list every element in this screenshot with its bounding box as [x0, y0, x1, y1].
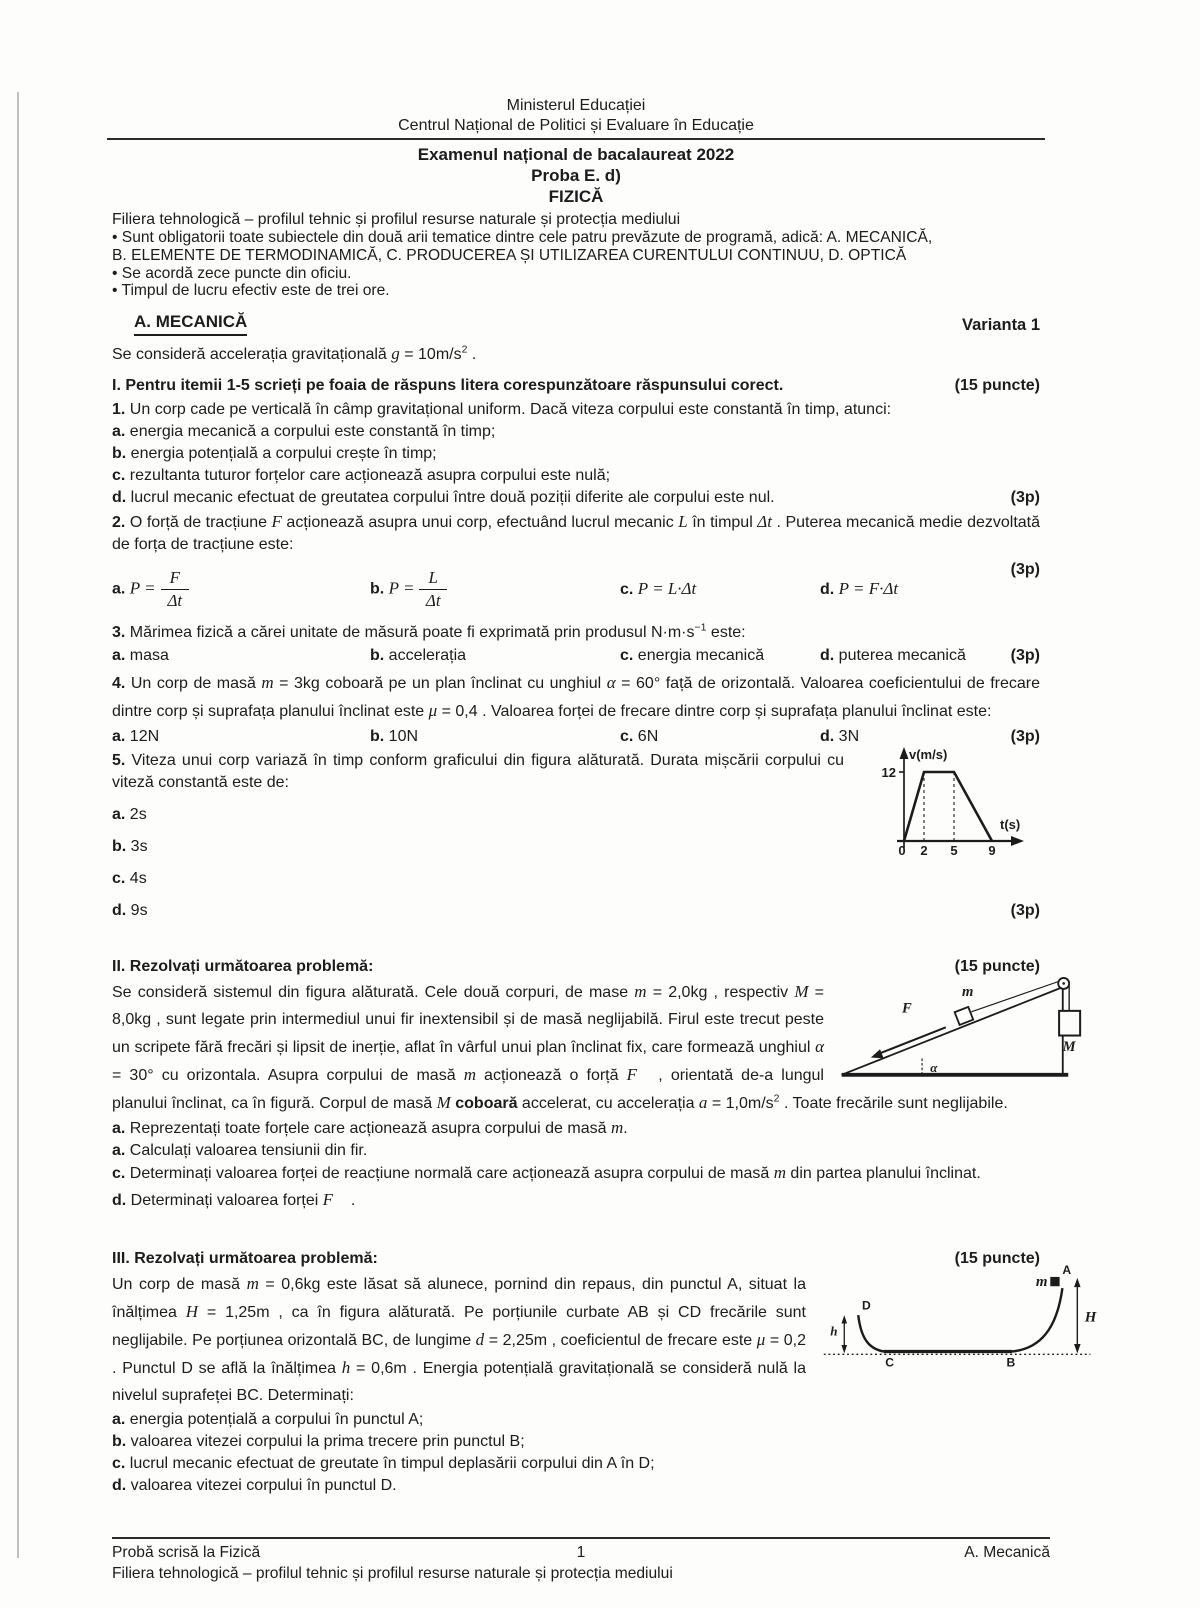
q5-option-d: d. 9s — [112, 902, 148, 920]
note-line: • Sunt obligatorii toate subiectele din două arii tematice dintre cele patru prevăzute de programă, adică: A. MECANICĂ, — [112, 229, 933, 246]
note-line: • Se acordă zece puncte din oficiu. — [112, 264, 352, 282]
force-arrowhead — [871, 1049, 884, 1058]
q5-option-d-row — [112, 900, 1040, 922]
block-m — [955, 1007, 974, 1025]
center-institution-line: Centrul Național de Politici și Evaluare în Educație — [398, 117, 754, 134]
q4-option-c: c. 6N — [620, 728, 659, 746]
note-line: B. ELEMENTE DE TERMODINAMICĂ, C. PRODUCEREA ȘI UTILIZAREA CURENTULUI CONTINUU, D. OPTICĂ — [112, 246, 907, 264]
velocity-curve — [904, 772, 992, 841]
section-heading-row — [112, 311, 1040, 336]
q1-option-d: d. lucrul mecanic efectuat de greutatea corpului între două poziții diferite ale corpului este nul. — [112, 489, 775, 507]
q2-option-d: d. P = F·Δt — [820, 578, 899, 598]
q5-option-a: a. 2s — [112, 806, 147, 824]
point-B-label: B — [1006, 1355, 1016, 1370]
height-H-arrow-bottom — [1074, 1344, 1081, 1353]
q1-points: (3p) — [1010, 489, 1040, 507]
part3-item-b: b. valoarea vitezei corpului la prima trecere prin punctul B; — [112, 1433, 525, 1451]
variant-label: Varianta 1 — [962, 316, 1040, 335]
section-title: A. MECANICĂ — [134, 311, 247, 336]
height-h-arrow-top — [841, 1315, 847, 1323]
q1-option-c: c. rezultanta tuturor forțelor care acționează asupra corpului este nulă; — [112, 467, 611, 485]
part1-heading: I. Pentru itemii 1-5 scrieți pe foaia de răspuns litera corespunzătoare răspunsului corect. — [112, 377, 784, 395]
footer-right: A. Mecanică — [964, 1544, 1050, 1561]
filiera-line: Filiera tehnologică – profilul tehnic și profilul resurse naturale și protecția mediului — [112, 211, 681, 228]
part2-paragraph — [112, 978, 1076, 1117]
part3-item-c: c. lucrul mecanic efectuat de greutate în timpul deplasării corpului din A în D; — [112, 1455, 655, 1473]
q5-option-b: b. 3s — [112, 838, 148, 856]
page-footer — [112, 1537, 1050, 1584]
height-H-label: H — [1084, 1309, 1097, 1326]
q3-options-row — [112, 645, 1040, 667]
fraction: $\frac{L}{\Delta t}$ — [419, 568, 446, 611]
part3-item-a: a. energia potențială a corpului în punctul A; — [112, 1411, 424, 1429]
q5-text: 5. Viteza unui corp variază în timp conform graficului din figura alăturată. Durata mișcării corpului cu viteză constantă este de: — [112, 752, 844, 792]
part2-item-c: c. Determinați valoarea forței de reacțiune normală care acționează asupra corpului de masă m din partea planului înclinat. — [112, 1163, 981, 1183]
x-axis-arrow — [1011, 836, 1024, 846]
part3-points: (15 puncte) — [954, 1250, 1040, 1268]
curve-CD — [858, 1315, 883, 1351]
part2-paragraph-text: Se consideră sistemul din figura alăturată. Cele două corpuri, de mase m = 2,0kg , respectiv M = 8,0kg , sunt legate prin intermediul unui fir inextensibil și de masă neglijabilă. Firul este trecut peste un scripete fără frecări și lipsit de inerție, aflat în vârful unui plan înclinat fix, care formează unghiul α = 30° cu orizontala. Asupra corpului de masă m acționează o forță F⃗ , orientată de-a lungul planului înclinat, ca în figură. Corpul de masă M coboară accelerat, cu accelerația $a = 1,0m/s^2$ . Toate frecările sunt neglijabile. — [112, 982, 1008, 1113]
force-arrow-line — [876, 1027, 945, 1054]
part2-item-a2: a. Calculați valoarea tensiunii din fir. — [112, 1142, 368, 1160]
exam-subject: FIZICĂ — [548, 187, 604, 206]
track-figure — [818, 1262, 1098, 1372]
cord-on-incline — [971, 982, 1058, 1012]
height-h-arrow-bottom — [841, 1345, 847, 1353]
q4-text: 4. Un corp de masă m = 3kg coboară pe un plan înclinat cu unghiul α = 60° față de orizontală. Valoarea coeficientului de frecare dintre corp și suprafața planului înclinat este μ = 0,4 . Valoarea forței de frecare dintre corp și suprafața planului înclinat este: — [112, 673, 1041, 721]
exam-proba: Proba E. d) — [531, 166, 621, 185]
y-axis-arrow — [900, 747, 909, 759]
angle-label: α — [930, 1061, 938, 1076]
mass-m-label: m — [962, 984, 974, 1001]
q2-points: (3p) — [1010, 561, 1040, 579]
q3-text: 3. Mărimea fizică a cărei unitate de măsură poate fi exprimată prin produsul $N\cdot m\cdot s^{-1}$ este: — [112, 621, 746, 642]
graph-xtick-9: 9 — [988, 843, 996, 857]
q2-options-row — [112, 559, 1040, 619]
q2-option-b: b. P = $\frac{L}{\Delta t}$ — [370, 568, 620, 611]
block-M — [1059, 1011, 1080, 1036]
exam-notes — [112, 229, 1040, 300]
graph-ylabel: v(m/s) — [909, 747, 948, 763]
q4-option-d: d. 3N — [820, 728, 860, 746]
header-divider — [107, 138, 1045, 140]
part2-points: (15 puncte) — [954, 958, 1040, 976]
q2-option-a: a. P = $\frac{F}{\Delta t}$ — [112, 568, 370, 611]
graph-xtick-5: 5 — [950, 843, 958, 857]
q4-option-b: b. 10N — [370, 728, 419, 746]
footer-line2: Filiera tehnologică – profilul tehnic și profilul resurse naturale și protecția mediului — [112, 1565, 673, 1582]
point-D-label: D — [861, 1298, 871, 1313]
height-h-label: h — [830, 1323, 838, 1339]
q1-option-b: b. energia potențială a corpului crește în timp; — [112, 445, 437, 463]
q3-option-a: a. masa — [112, 647, 169, 665]
graph-ytick-12: 12 — [881, 765, 896, 781]
part3-item-d: d. valoarea vitezei corpului în punctul D. — [112, 1477, 397, 1495]
incline-surface — [842, 987, 1063, 1075]
q1-text: 1. Un corp cade pe verticală în câmp gravitațional uniform. Dacă viteza corpului este constantă în timp, atunci: — [112, 401, 892, 419]
q4-option-a: a. 12N — [112, 728, 160, 746]
q3-option-d: d. puterea mecanică — [820, 647, 966, 665]
part2-item-a1: a. Reprezentați toate forțele care acționează asupra corpului de masă m. — [112, 1118, 628, 1138]
height-H-arrow-top — [1074, 1278, 1081, 1287]
fraction: $\frac{F}{\Delta t}$ — [161, 568, 189, 611]
part1-points: (15 puncte) — [954, 377, 1040, 395]
q1-option-d-row — [112, 487, 1040, 509]
ministry-line: Ministerul Educației — [506, 97, 646, 114]
part3-paragraph-text: Un corp de masă m = 0,6kg este lăsat să alunece, pornind din repaus, din punctul A, situat la înălțimea H = 1,25m , ca în figura alăturată. Pe porțiunile curbate AB și CD frecările sunt neglijabile. Pe porțiunea orizontală BC, de lungime d = 2,25m , coeficientul de frecare este μ = 0,2 . Punctul D se află la înălțimea h = 0,6m . Energia potențială gravitațională se consideră nulă la nivelul suprafeței BC. Determinați: — [112, 1274, 807, 1405]
q5-option-c: c. 4s — [112, 870, 147, 888]
point-C-label: C — [885, 1355, 895, 1370]
part3-paragraph — [112, 1263, 1097, 1409]
velocity-time-graph — [878, 744, 1030, 856]
q4-options-row — [112, 726, 1040, 748]
q5-block — [112, 747, 1040, 922]
note-line: • Timpul de lucru efectiv este de trei ore. — [112, 282, 390, 300]
footer-divider — [112, 1537, 1050, 1539]
gravity-statement: Se consideră accelerația gravitațională $g = 10m/s^2$ . — [112, 343, 477, 364]
mass-M-label: M — [1062, 1039, 1076, 1056]
graph-xlabel: t(s) — [1000, 817, 1021, 833]
block-m — [1050, 1277, 1059, 1286]
q3-points: (3p) — [1010, 647, 1040, 665]
q2-text: 2. O forță de tracțiune F acționează asupra unui corp, efectuând lucrul mecanic L în timpul Δt . Puterea mecanică medie dezvoltată de forța de tracțiune este: — [112, 512, 1041, 554]
point-A-label: A — [1062, 1263, 1072, 1278]
part2-item-d: d. Determinați valoarea forței F⃗ . — [112, 1190, 356, 1210]
part2-heading: II. Rezolvați următoarea problemă: — [112, 958, 374, 976]
exam-title: Examenul național de bacalaureat 2022 — [417, 145, 735, 164]
part1-heading-row — [112, 375, 1040, 397]
graph-xtick-0: 0 — [898, 843, 906, 857]
pulley-axle — [1062, 982, 1065, 985]
curve-AB — [1012, 1288, 1062, 1351]
mass-label: m — [1035, 1274, 1048, 1291]
footer-page-number: 1 — [576, 1544, 586, 1561]
q3-option-b: b. accelerația — [370, 647, 467, 665]
q4-points: (3p) — [1010, 728, 1040, 746]
force-label: F⃗ — [901, 1000, 924, 1017]
part3-heading: III. Rezolvați următoarea problemă: — [112, 1250, 378, 1268]
q2-option-c: c. P = L·Δt — [620, 578, 697, 598]
footer-left: Probă scrisă la Fizică — [112, 1544, 261, 1561]
q3-option-c: c. energia mecanică — [620, 647, 765, 665]
graph-xtick-2: 2 — [920, 843, 928, 857]
q1-option-a: a. energia mecanică a corpului este constantă în timp; — [112, 423, 496, 441]
q5-points: (3p) — [1010, 902, 1040, 920]
